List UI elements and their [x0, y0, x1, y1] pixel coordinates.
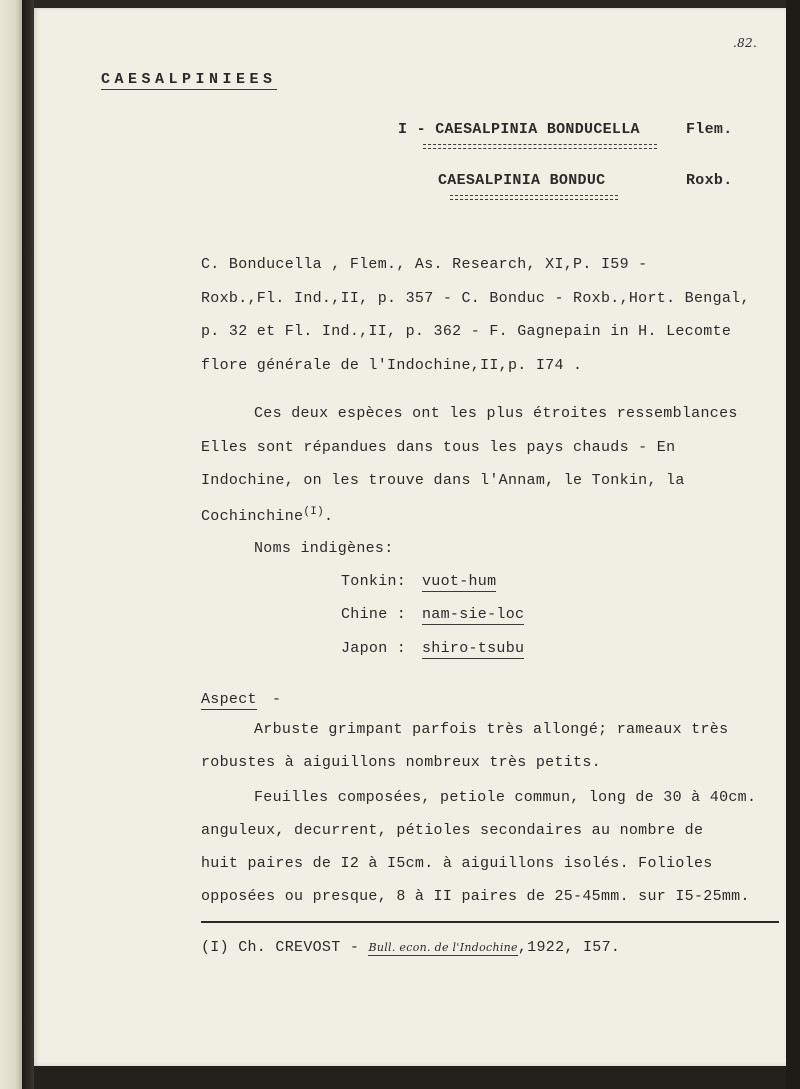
aspect-line-4: anguleux, decurrent, pétioles secondaires au nombre de — [201, 822, 704, 839]
distribution-line-4 — [201, 506, 333, 525]
reference-line-2: Roxb.,Fl. Ind.,II, p. 357 - C. Bonduc - Roxb.,Hort. Bengal, — [201, 290, 750, 307]
native-name-3: shiro-tsubu — [422, 640, 525, 657]
family-title: CAESALPINIEES — [101, 71, 277, 88]
distribution-line-2: Elles sont répandues dans tous les pays chauds - En — [201, 439, 676, 456]
footnote-prefix: (I) Ch. CREVOST - — [201, 939, 360, 956]
distribution-line-3: Indochine, on les trouve dans l'Annam, le Tonkin, la — [201, 472, 685, 489]
species-name-2: CAESALPINIA BONDUC — [438, 172, 606, 189]
document-page — [34, 8, 786, 1066]
species-author-2: Roxb. — [686, 172, 733, 189]
page-bottom-edge — [34, 1066, 786, 1089]
left-binding — [0, 0, 22, 1089]
native-region-1: Tonkin: — [341, 573, 407, 590]
distribution-line-1: Ces deux espèces ont les plus étroites ressemblances — [254, 405, 738, 422]
footnote-journal: Bull. econ. de l'Indochine — [368, 941, 518, 954]
aspect-line-1: Arbuste grimpant parfois très allongé; rameaux très — [254, 721, 729, 738]
native-region-2: Chine : — [341, 606, 407, 623]
native-names-heading: Noms indigènes: — [254, 540, 394, 557]
line-end: . — [324, 508, 334, 525]
page-number: .82. — [733, 36, 758, 50]
reference-line-3: p. 32 et Fl. Ind.,II, p. 362 - F. Gagnepain in H. Lecomte — [201, 323, 732, 340]
aspect-line-2: robustes à aiguillons nombreux très petits. — [201, 754, 601, 771]
species-1-double-underline — [423, 144, 657, 145]
aspect-line-3: Feuilles composées, petiole commun, long de 30 à 40cm. — [254, 789, 757, 806]
species-2-double-underline — [450, 195, 618, 196]
reference-line-1: C. Bonducella , Flem., As. Research, XI,P. I59 - — [201, 256, 648, 273]
cochinchine-text: Cochinchine — [201, 508, 304, 525]
native-name-2: nam-sie-loc — [422, 606, 525, 623]
native-region-3: Japon : — [341, 640, 407, 657]
aspect-dash: - — [272, 691, 282, 708]
footnote-suffix: ,1922, I57. — [517, 939, 621, 956]
binding-gutter — [22, 0, 34, 1089]
footnote-separator — [201, 921, 779, 923]
reference-line-4: flore générale de l'Indochine,II,p. I74 . — [201, 357, 583, 374]
aspect-heading: Aspect — [201, 691, 257, 708]
native-name-1: vuot-hum — [422, 573, 497, 590]
species-author-1: Flem. — [686, 121, 733, 138]
footnote — [201, 939, 620, 956]
aspect-line-6: opposées ou presque, 8 à II paires de 25-45mm. sur I5-25mm. — [201, 888, 750, 905]
footnote-mark: (I) — [303, 506, 325, 518]
species-name-1: I - CAESALPINIA BONDUCELLA — [398, 121, 640, 138]
aspect-line-5: huit paires de I2 à I5cm. à aiguillons isolés. Folioles — [201, 855, 713, 872]
page-edge — [786, 0, 800, 1089]
